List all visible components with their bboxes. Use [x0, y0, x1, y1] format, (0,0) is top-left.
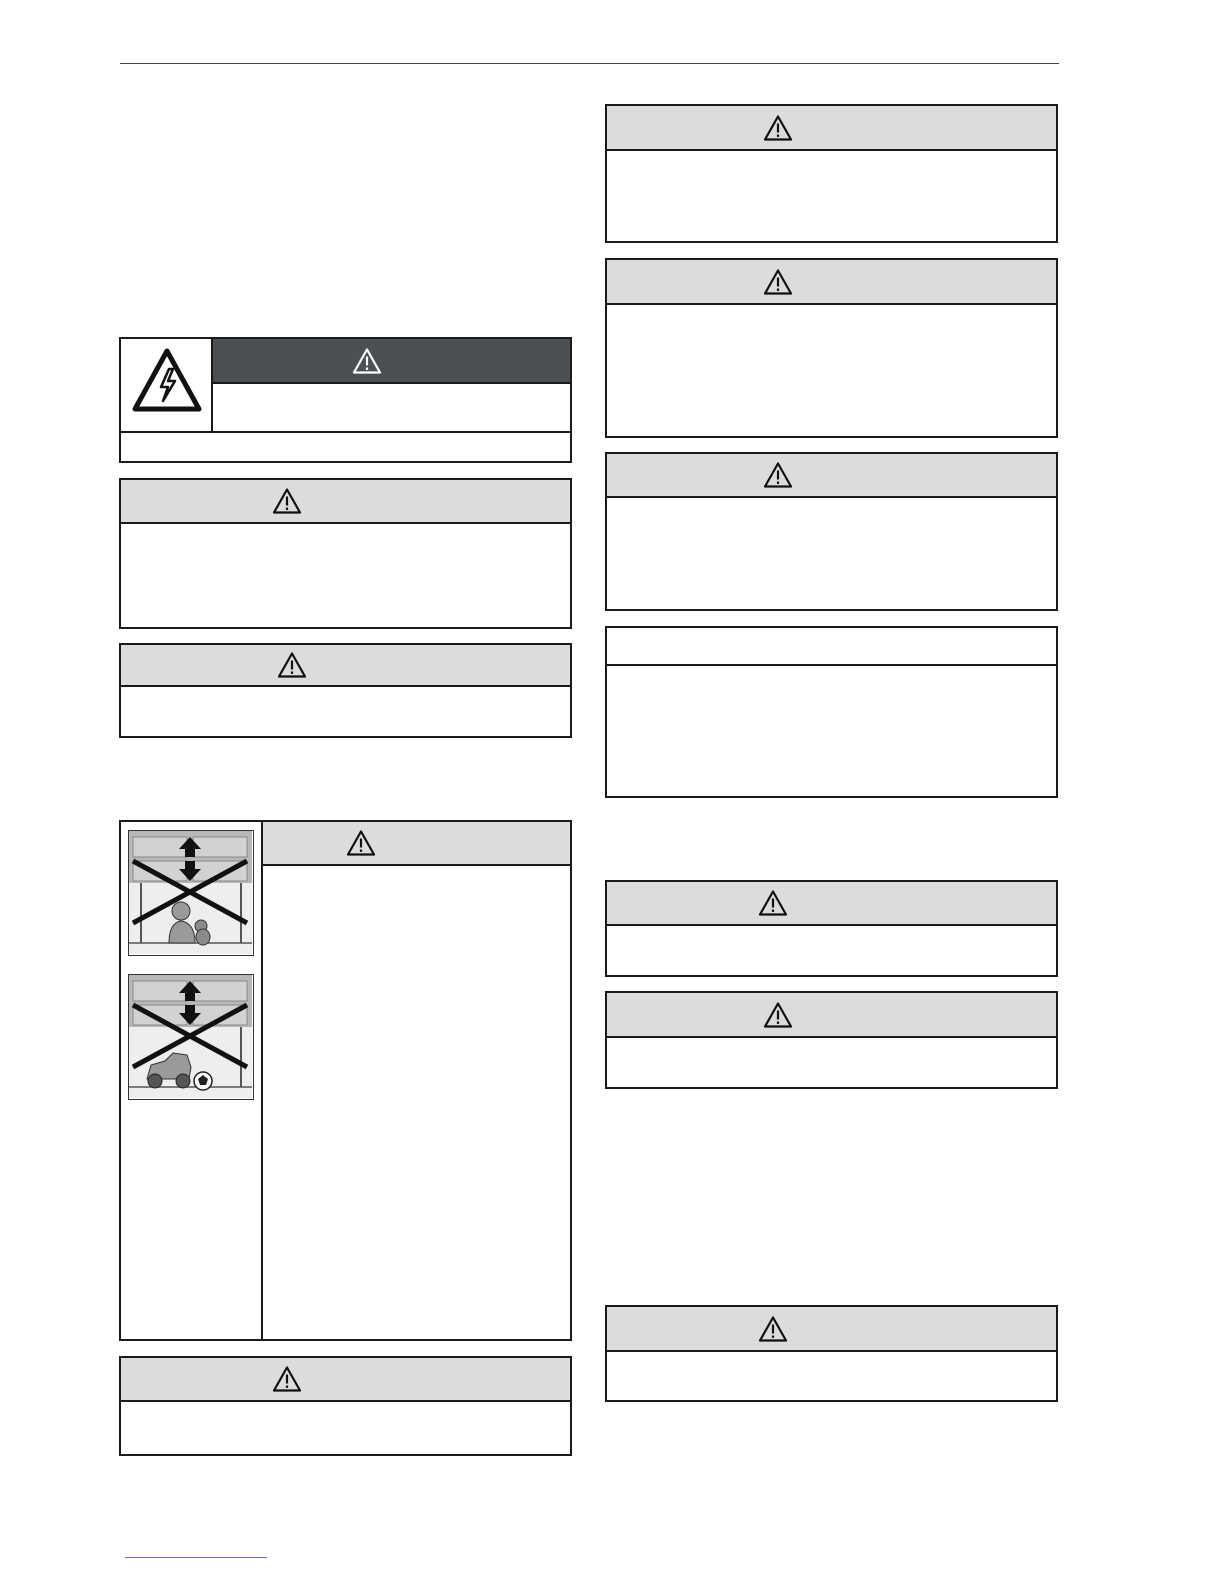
- warning-header: [121, 480, 570, 524]
- warning-box: [605, 452, 1058, 611]
- warning-triangle-icon: [272, 1366, 302, 1393]
- warning-header: [607, 1307, 1056, 1352]
- notice-box: [605, 626, 1058, 798]
- warning-header: [263, 822, 570, 866]
- warning-triangle-icon: [763, 1001, 793, 1028]
- warning-triangle-icon: [346, 830, 376, 857]
- warning-header: [607, 993, 1056, 1038]
- warning-box: [605, 880, 1058, 977]
- warning-triangle-icon: [352, 347, 382, 374]
- warning-triangle-icon: [763, 268, 793, 295]
- toy-car-and-ball-under-door-prohibited-icon: [128, 974, 254, 1100]
- electric-shock-icon: [131, 347, 203, 413]
- danger-header: [213, 339, 570, 384]
- warning-box: [119, 643, 572, 738]
- divider: [261, 822, 263, 1339]
- warning-header: [121, 1358, 570, 1402]
- warning-triangle-icon: [272, 488, 302, 515]
- header-rule: [120, 63, 1059, 64]
- warning-box: [119, 478, 572, 629]
- child-with-toy-under-door-prohibited-icon: [128, 830, 254, 956]
- warning-header: [607, 260, 1056, 305]
- warning-header: [607, 106, 1056, 151]
- warning-triangle-icon: [758, 890, 788, 917]
- warning-header: [607, 454, 1056, 498]
- warning-triangle-icon: [277, 652, 307, 679]
- divider: [121, 431, 570, 433]
- warning-triangle-icon: [758, 1315, 788, 1342]
- warning-header: [607, 882, 1056, 926]
- electrical-warning-box: [119, 337, 572, 463]
- warning-box: [605, 104, 1058, 243]
- warning-triangle-icon: [763, 114, 793, 141]
- warning-box: [119, 1356, 572, 1456]
- warning-box: [605, 991, 1058, 1089]
- warning-triangle-icon: [763, 462, 793, 489]
- warning-header: [121, 645, 570, 687]
- footer-link-underline: [125, 1557, 267, 1558]
- warning-box: [605, 1305, 1058, 1402]
- warning-box: [605, 258, 1058, 438]
- child-safety-warning-box: [119, 820, 572, 1341]
- notice-header: [607, 628, 1056, 666]
